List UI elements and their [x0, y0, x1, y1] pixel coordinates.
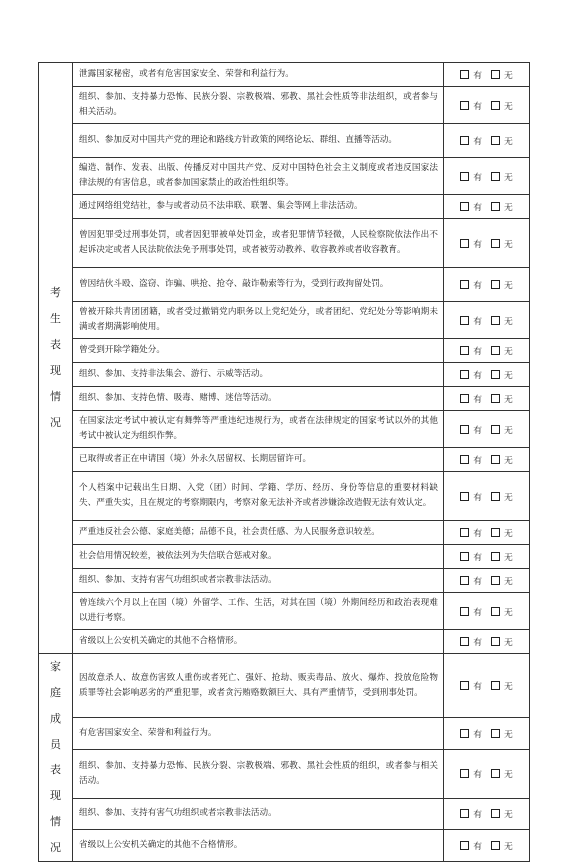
checkbox-no[interactable]	[491, 136, 500, 145]
option-label-yes: 有	[473, 137, 482, 147]
option-yes[interactable]	[460, 550, 482, 563]
checkbox-yes[interactable]	[460, 681, 469, 690]
answer-cell	[444, 339, 530, 363]
item-description: 曾被开除共青团团籍，或者受过撤销党内职务以上党纪处分，或者团纪、党纪处分等影响期未满或者期满影响使用。	[73, 302, 444, 339]
option-yes[interactable]	[460, 727, 482, 740]
section-label-cell	[39, 63, 73, 654]
option-label-no: 无	[504, 203, 513, 213]
table-row	[39, 569, 530, 593]
answer-cell	[444, 87, 530, 124]
checkbox-no[interactable]	[491, 809, 500, 818]
option-yes[interactable]	[460, 679, 482, 692]
item-description: 组织、参加反对中国共产党的理论和路线方针政策的网络论坛、群组、直播等活动。	[73, 124, 444, 158]
checkbox-yes[interactable]	[460, 492, 469, 501]
option-label-no: 无	[504, 281, 513, 291]
option-label-yes: 有	[473, 203, 482, 213]
option-label-no: 无	[504, 316, 513, 327]
option-no[interactable]	[491, 679, 513, 692]
option-no[interactable]	[491, 314, 513, 327]
option-label-no: 无	[504, 638, 513, 648]
option-label-yes: 有	[473, 395, 482, 405]
option-label-yes: 有	[473, 172, 482, 183]
checkbox-yes[interactable]	[460, 809, 469, 818]
option-no[interactable]	[491, 170, 513, 183]
option-label-no: 无	[504, 730, 513, 741]
option-yes[interactable]	[460, 314, 482, 327]
checkbox-yes[interactable]	[460, 101, 469, 110]
option-yes[interactable]	[460, 635, 482, 648]
checkbox-no[interactable]	[491, 425, 500, 434]
option-yes[interactable]	[460, 423, 482, 436]
answer-cell	[444, 195, 530, 219]
checkbox-yes[interactable]	[460, 70, 469, 79]
item-description: 有危害国家安全、荣誉和利益行为。	[73, 718, 444, 750]
item-description: 曾连续六个月以上在国（境）外留学、工作、生活，对其在国（境）外期间经历和政治表现难以进行考察。	[73, 593, 444, 630]
table-row	[39, 124, 530, 158]
checkbox-yes[interactable]	[460, 528, 469, 537]
section-label: 家庭成员表现情况	[50, 660, 61, 854]
table-row	[39, 593, 530, 630]
option-no[interactable]	[491, 490, 513, 503]
checkbox-yes[interactable]	[460, 607, 469, 616]
checkbox-no[interactable]	[491, 346, 500, 355]
option-yes[interactable]	[460, 99, 482, 112]
checkbox-no[interactable]	[491, 552, 500, 561]
item-description: 组织、参加、支持有害气功组织或者宗教非法活动。	[73, 569, 444, 593]
option-label-no: 无	[504, 425, 513, 436]
item-description: 编造、制作、发表、出版、传播反对中国共产党、反对中国特色社会主义制度或者违反国家法律法规的有害信息，或者参加国家禁止的政治性组织等。	[73, 158, 444, 195]
checkbox-no[interactable]	[491, 370, 500, 379]
answer-cell	[444, 124, 530, 158]
item-description: 通过网络组党结社，参与或者动员不法串联、联署、集会等网上非法活动。	[73, 195, 444, 219]
option-no[interactable]	[491, 68, 513, 81]
checkbox-yes[interactable]	[460, 455, 469, 464]
option-label-no: 无	[504, 682, 513, 693]
review-form-sheet	[38, 62, 530, 862]
option-no[interactable]	[491, 392, 513, 405]
checkbox-yes[interactable]	[460, 552, 469, 561]
table-row	[39, 339, 530, 363]
answer-cell	[444, 448, 530, 472]
checkbox-no[interactable]	[491, 101, 500, 110]
option-label-yes: 有	[473, 456, 482, 466]
checkbox-yes[interactable]	[460, 172, 469, 181]
option-label-yes: 有	[473, 638, 482, 648]
table-row	[39, 87, 530, 124]
checkbox-yes[interactable]	[460, 394, 469, 403]
option-label-yes: 有	[473, 529, 482, 539]
checkbox-yes[interactable]	[460, 729, 469, 738]
option-label-yes: 有	[473, 239, 482, 250]
checkbox-no[interactable]	[491, 576, 500, 585]
checkbox-no[interactable]	[491, 637, 500, 646]
checkbox-yes[interactable]	[460, 576, 469, 585]
option-yes[interactable]	[460, 839, 482, 852]
option-label-no: 无	[504, 607, 513, 618]
option-no[interactable]	[491, 550, 513, 563]
option-label-no: 无	[504, 101, 513, 112]
checkbox-no[interactable]	[491, 769, 500, 778]
option-yes[interactable]	[460, 134, 482, 147]
option-no[interactable]	[491, 574, 513, 587]
option-label-yes: 有	[473, 492, 482, 503]
table-row	[39, 718, 530, 750]
answer-cell	[444, 521, 530, 545]
option-label-no: 无	[504, 347, 513, 357]
option-yes[interactable]	[460, 368, 482, 381]
answer-cell	[444, 830, 530, 862]
option-label-yes: 有	[473, 810, 482, 821]
answer-cell	[444, 593, 530, 630]
option-no[interactable]	[491, 423, 513, 436]
table-row	[39, 798, 530, 830]
table-row	[39, 654, 530, 718]
item-description: 组织、参加、支持暴力恐怖、民族分裂、宗教极端、邪教、黑社会性质等非法组织，或者参与相关活动。	[73, 87, 444, 124]
option-no[interactable]	[491, 99, 513, 112]
table-row	[39, 545, 530, 569]
option-yes[interactable]	[460, 392, 482, 405]
table-row	[39, 363, 530, 387]
option-yes[interactable]	[460, 490, 482, 503]
option-label-yes: 有	[473, 101, 482, 112]
option-label-yes: 有	[473, 281, 482, 291]
table-row	[39, 302, 530, 339]
checkbox-no[interactable]	[491, 455, 500, 464]
item-description: 社会信用情况较差，被依法列为失信联合惩戒对象。	[73, 545, 444, 569]
option-no[interactable]	[491, 839, 513, 852]
answer-cell	[444, 411, 530, 448]
table-row	[39, 268, 530, 302]
item-description: 泄露国家秘密，或者有危害国家安全、荣誉和利益行为。	[73, 63, 444, 87]
option-label-yes: 有	[473, 841, 482, 852]
option-label-yes: 有	[473, 425, 482, 436]
checkbox-no[interactable]	[491, 280, 500, 289]
option-no[interactable]	[491, 237, 513, 250]
answer-cell	[444, 268, 530, 302]
table-row	[39, 830, 530, 862]
option-yes[interactable]	[460, 807, 482, 820]
answer-cell	[444, 302, 530, 339]
option-yes[interactable]	[460, 170, 482, 183]
option-label-no: 无	[504, 456, 513, 466]
option-no[interactable]	[491, 453, 513, 466]
option-label-no: 无	[504, 841, 513, 852]
checkbox-yes[interactable]	[460, 425, 469, 434]
table-row	[39, 387, 530, 411]
checkbox-yes[interactable]	[460, 637, 469, 646]
answer-cell	[444, 749, 530, 798]
checkbox-no[interactable]	[491, 70, 500, 79]
checkbox-no[interactable]	[491, 681, 500, 690]
item-description: 曾受到开除学籍处分。	[73, 339, 444, 363]
option-label-no: 无	[504, 71, 513, 81]
checkbox-no[interactable]	[491, 316, 500, 325]
table-row	[39, 448, 530, 472]
option-no[interactable]	[491, 727, 513, 740]
item-description: 组织、参加、支持暴力恐怖、民族分裂、宗教极端、邪教、黑社会性质的组织，或者参与相关活动。	[73, 749, 444, 798]
answer-cell	[444, 158, 530, 195]
checkbox-no[interactable]	[491, 239, 500, 248]
checkbox-no[interactable]	[491, 729, 500, 738]
table-row	[39, 63, 530, 87]
answer-cell	[444, 472, 530, 521]
checkbox-yes[interactable]	[460, 316, 469, 325]
table-row	[39, 411, 530, 448]
option-yes[interactable]	[460, 344, 482, 357]
option-label-no: 无	[504, 371, 513, 381]
option-label-no: 无	[504, 395, 513, 405]
checkbox-no[interactable]	[491, 528, 500, 537]
table-row	[39, 630, 530, 654]
answer-cell	[444, 545, 530, 569]
answer-cell	[444, 569, 530, 593]
section-label-cell	[39, 654, 73, 862]
answer-cell	[444, 630, 530, 654]
checkbox-no[interactable]	[491, 394, 500, 403]
option-no[interactable]	[491, 368, 513, 381]
option-label-no: 无	[504, 239, 513, 250]
item-description: 曾因犯罪受过刑事处罚，或者因犯罪被单处罚金，或者犯罪情节轻微，人民检察院依法作出不起诉决定或者人民法院依法免予刑事处罚，或者被劳动教养、收容教养或者收容教育。	[73, 219, 444, 268]
checkbox-yes[interactable]	[460, 370, 469, 379]
answer-cell	[444, 63, 530, 87]
item-description: 在国家法定考试中被认定有舞弊等严重违纪违规行为，或者在法律规定的国家考试以外的其他考试中被认定为组织作弊。	[73, 411, 444, 448]
answer-cell	[444, 654, 530, 718]
option-label-no: 无	[504, 529, 513, 539]
checkbox-yes[interactable]	[460, 769, 469, 778]
option-yes[interactable]	[460, 605, 482, 618]
option-label-yes: 有	[473, 71, 482, 81]
answer-cell	[444, 798, 530, 830]
table-row	[39, 472, 530, 521]
option-yes[interactable]	[460, 68, 482, 81]
item-description: 组织、参加、支持非法集会、游行、示威等活动。	[73, 363, 444, 387]
option-label-no: 无	[504, 137, 513, 147]
item-description: 组织、参加、支持有害气功组织或者宗教非法活动。	[73, 798, 444, 830]
option-yes[interactable]	[460, 453, 482, 466]
option-no[interactable]	[491, 278, 513, 291]
checkbox-no[interactable]	[491, 492, 500, 501]
answer-cell	[444, 387, 530, 411]
checkbox-yes[interactable]	[460, 346, 469, 355]
option-yes[interactable]	[460, 574, 482, 587]
option-yes[interactable]	[460, 200, 482, 213]
option-yes[interactable]	[460, 237, 482, 250]
option-label-yes: 有	[473, 553, 482, 563]
checkbox-no[interactable]	[491, 607, 500, 616]
option-no[interactable]	[491, 767, 513, 780]
item-description: 个人档案中记载出生日期、入党（团）时间、学籍、学历、经历、身份等信息的重要材料缺失、严重失实，且在规定的考察期限内，考察对象无法补齐或者涉嫌涂改造假无法有效认定。	[73, 472, 444, 521]
option-label-yes: 有	[473, 682, 482, 693]
option-no[interactable]	[491, 807, 513, 820]
table-row	[39, 749, 530, 798]
option-no[interactable]	[491, 200, 513, 213]
item-description: 省级以上公安机关确定的其他不合格情形。	[73, 830, 444, 862]
option-label-no: 无	[504, 492, 513, 503]
item-description: 因故意杀人、故意伤害致人重伤或者死亡、强奸、抢劫、贩卖毒品、放火、爆炸、投放危险物质罪等社会影响恶劣的严重犯罪，或者贪污贿赂数额巨大、具有严重情节，受到刑事处罚。	[73, 654, 444, 718]
item-description: 省级以上公安机关确定的其他不合格情形。	[73, 630, 444, 654]
option-no[interactable]	[491, 635, 513, 648]
checkbox-yes[interactable]	[460, 136, 469, 145]
option-yes[interactable]	[460, 767, 482, 780]
section-label: 考生表现情况	[50, 286, 61, 429]
checkbox-no[interactable]	[491, 841, 500, 850]
checkbox-no[interactable]	[491, 172, 500, 181]
checkbox-yes[interactable]	[460, 202, 469, 211]
option-label-yes: 有	[473, 371, 482, 381]
option-label-no: 无	[504, 577, 513, 587]
option-label-yes: 有	[473, 347, 482, 357]
answer-cell	[444, 363, 530, 387]
political-review-table	[38, 62, 530, 862]
checkbox-yes[interactable]	[460, 239, 469, 248]
option-yes[interactable]	[460, 278, 482, 291]
option-label-no: 无	[504, 810, 513, 821]
table-body	[39, 63, 530, 862]
table-row	[39, 158, 530, 195]
option-label-no: 无	[504, 172, 513, 183]
option-label-no: 无	[504, 553, 513, 563]
checkbox-yes[interactable]	[460, 841, 469, 850]
table-row	[39, 195, 530, 219]
item-description: 严重违反社会公德、家庭美德；品德不良，社会责任感、为人民服务意识较差。	[73, 521, 444, 545]
option-label-yes: 有	[473, 770, 482, 781]
option-no[interactable]	[491, 134, 513, 147]
item-description: 已取得或者正在申请国（境）外永久居留权、长期居留许可。	[73, 448, 444, 472]
item-description: 曾因结伙斗殴、盗窃、诈骗、哄抢、抢夺、敲诈勒索等行为，受到行政拘留处罚。	[73, 268, 444, 302]
checkbox-no[interactable]	[491, 202, 500, 211]
option-label-yes: 有	[473, 316, 482, 327]
answer-cell	[444, 718, 530, 750]
option-no[interactable]	[491, 605, 513, 618]
option-label-yes: 有	[473, 730, 482, 741]
option-no[interactable]	[491, 344, 513, 357]
checkbox-yes[interactable]	[460, 280, 469, 289]
table-row	[39, 521, 530, 545]
option-no[interactable]	[491, 526, 513, 539]
table-row	[39, 219, 530, 268]
option-label-no: 无	[504, 770, 513, 781]
item-description: 组织、参加、支持色情、吸毒、赌博、迷信等活动。	[73, 387, 444, 411]
option-yes[interactable]	[460, 526, 482, 539]
option-label-yes: 有	[473, 607, 482, 618]
answer-cell	[444, 219, 530, 268]
option-label-yes: 有	[473, 577, 482, 587]
